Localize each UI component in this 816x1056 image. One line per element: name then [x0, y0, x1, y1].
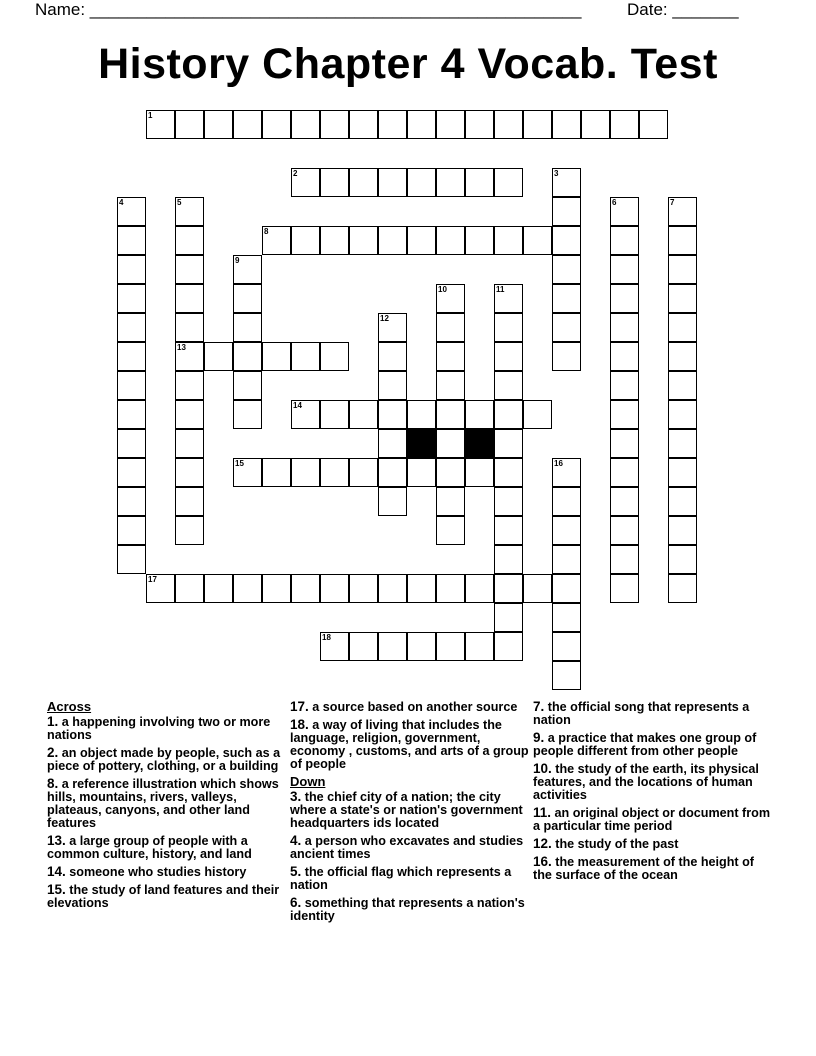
grid-cell[interactable] — [668, 226, 697, 255]
name-field[interactable]: Name: ____________________________________________________ — [35, 0, 582, 19]
grid-cell[interactable] — [407, 458, 436, 487]
grid-cell[interactable] — [117, 197, 146, 226]
grid-cell[interactable] — [233, 458, 262, 487]
grid-cell[interactable] — [117, 400, 146, 429]
clue-number: 12. — [533, 836, 552, 851]
grid-cell[interactable] — [523, 574, 552, 603]
grid-cell[interactable] — [610, 574, 639, 603]
clue-number: 8. — [47, 776, 59, 791]
grid-cell[interactable] — [378, 313, 407, 342]
grid-cell[interactable] — [494, 400, 523, 429]
grid-cell[interactable] — [117, 516, 146, 545]
grid-cell[interactable] — [668, 574, 697, 603]
grid-cell[interactable] — [436, 226, 465, 255]
clue-number-label: 13 — [177, 343, 186, 352]
grid-cell[interactable] — [668, 400, 697, 429]
clue-text: someone who studies history — [69, 865, 247, 879]
grid-cell[interactable] — [494, 313, 523, 342]
grid-cell[interactable] — [175, 342, 204, 371]
grid-cell[interactable] — [494, 342, 523, 371]
grid-cell[interactable] — [175, 400, 204, 429]
grid-cell[interactable] — [668, 255, 697, 284]
grid-cell[interactable] — [320, 168, 349, 197]
grid-cell[interactable] — [465, 632, 494, 661]
grid-cell[interactable] — [175, 516, 204, 545]
grid-cell[interactable] — [552, 661, 581, 690]
grid-cell[interactable] — [117, 371, 146, 400]
grid-cell[interactable] — [407, 168, 436, 197]
clue-text: the study of the past — [555, 837, 679, 851]
clue-text: a happening involving two or more nations — [47, 715, 271, 742]
grid-cell[interactable] — [436, 632, 465, 661]
grid-cell[interactable] — [523, 400, 552, 429]
grid-cell[interactable] — [175, 429, 204, 458]
grid-cell[interactable] — [552, 487, 581, 516]
grid-cell[interactable] — [610, 458, 639, 487]
clue-number-label: 10 — [438, 285, 447, 294]
grid-cell[interactable] — [349, 226, 378, 255]
crossword-grid — [117, 110, 697, 710]
clue-number: 2. — [47, 745, 59, 760]
grid-cell[interactable] — [494, 110, 523, 139]
grid-cell[interactable] — [378, 342, 407, 371]
grid-cell[interactable] — [668, 342, 697, 371]
grid-cell[interactable] — [610, 197, 639, 226]
grid-cell[interactable] — [581, 110, 610, 139]
grid-cell[interactable] — [552, 342, 581, 371]
grid-cell[interactable] — [291, 574, 320, 603]
grid-cell[interactable] — [494, 226, 523, 255]
grid-cell[interactable] — [668, 284, 697, 313]
grid-cell[interactable] — [378, 632, 407, 661]
grid-cell[interactable] — [146, 110, 175, 139]
grid-cell[interactable] — [552, 458, 581, 487]
grid-cell[interactable] — [262, 574, 291, 603]
grid-cell[interactable] — [465, 168, 494, 197]
grid-cell[interactable] — [436, 168, 465, 197]
page-title: History Chapter 4 Vocab. Test — [98, 40, 718, 88]
across-clue — [47, 777, 287, 830]
grid-cell[interactable] — [349, 110, 378, 139]
clue-text: the study of land features and their elevations — [47, 883, 280, 910]
grid-cell[interactable] — [378, 429, 407, 458]
clue-number: 15. — [47, 882, 66, 897]
grid-cell[interactable] — [233, 574, 262, 603]
grid-cell[interactable] — [494, 545, 523, 574]
clue-number-label: 14 — [293, 401, 302, 410]
grid-cell[interactable] — [494, 371, 523, 400]
clue-number-label: 18 — [322, 633, 331, 642]
clue-text: the official song that represents a nation — [533, 700, 750, 727]
grid-cell[interactable] — [407, 110, 436, 139]
date-field[interactable]: Date: _______ — [627, 0, 739, 19]
clue-text: the measurement of the height of the surface of the ocean — [533, 855, 755, 882]
grid-cell[interactable] — [117, 342, 146, 371]
grid-cell[interactable] — [146, 574, 175, 603]
clue-text: the official flag which represents a nation — [290, 865, 512, 892]
grid-cell[interactable] — [262, 342, 291, 371]
down-clue — [290, 834, 530, 861]
down-clue — [290, 790, 530, 830]
grid-cell[interactable] — [204, 574, 233, 603]
grid-cell[interactable] — [175, 371, 204, 400]
grid-cell[interactable] — [436, 313, 465, 342]
grid-cell[interactable] — [349, 632, 378, 661]
grid-cell[interactable] — [494, 429, 523, 458]
black-square — [465, 429, 494, 458]
clue-number: 6. — [290, 895, 302, 910]
clue-number: 16. — [533, 854, 552, 869]
clue-number-label: 16 — [554, 459, 563, 468]
clue-number: 17. — [290, 699, 309, 714]
grid-cell[interactable] — [233, 342, 262, 371]
grid-cell[interactable] — [117, 429, 146, 458]
down-clue — [533, 837, 773, 851]
grid-cell[interactable] — [436, 110, 465, 139]
across-clue — [47, 883, 287, 910]
grid-cell[interactable] — [175, 487, 204, 516]
grid-cell[interactable] — [552, 516, 581, 545]
clue-number-label: 8 — [264, 227, 269, 236]
black-square — [407, 429, 436, 458]
clue-number: 11. — [533, 805, 552, 820]
grid-cell[interactable] — [494, 516, 523, 545]
grid-cell[interactable] — [668, 458, 697, 487]
across-heading: Across — [47, 699, 92, 714]
grid-cell[interactable] — [465, 458, 494, 487]
clue-text: the study of the earth, its physical features, and the locations of human activities — [533, 762, 759, 802]
grid-cell[interactable] — [349, 168, 378, 197]
grid-cell[interactable] — [436, 516, 465, 545]
grid-cell[interactable] — [320, 400, 349, 429]
grid-cell[interactable] — [291, 342, 320, 371]
clue-number: 9. — [533, 730, 545, 745]
grid-cell[interactable] — [291, 110, 320, 139]
clue-number: 1. — [47, 714, 59, 729]
clue-text: a source based on another source — [312, 700, 518, 714]
grid-cell[interactable] — [552, 255, 581, 284]
grid-cell[interactable] — [233, 110, 262, 139]
grid-cell[interactable] — [436, 574, 465, 603]
grid-cell[interactable] — [639, 110, 668, 139]
grid-cell[interactable] — [117, 255, 146, 284]
grid-cell[interactable] — [436, 487, 465, 516]
clue-text: the chief city of a nation; the city where a state's or nation's government headquarters ids located — [290, 790, 523, 830]
grid-cell[interactable] — [494, 284, 523, 313]
grid-cell[interactable] — [349, 458, 378, 487]
grid-cell[interactable] — [465, 400, 494, 429]
grid-cell[interactable] — [378, 458, 407, 487]
clue-number-label: 2 — [293, 169, 298, 178]
grid-cell[interactable] — [552, 574, 581, 603]
grid-cell[interactable] — [552, 168, 581, 197]
across-clue — [290, 718, 530, 771]
clue-number-label: 4 — [119, 198, 124, 207]
grid-cell[interactable] — [610, 371, 639, 400]
grid-cell[interactable] — [552, 110, 581, 139]
grid-cell[interactable] — [407, 400, 436, 429]
clue-text: an object made by people, such as a piece of pottery, clothing, or a building — [47, 746, 281, 773]
grid-cell[interactable] — [436, 400, 465, 429]
across-clue — [47, 715, 287, 742]
grid-cell[interactable] — [320, 632, 349, 661]
clue-number: 7. — [533, 699, 545, 714]
grid-cell[interactable] — [436, 284, 465, 313]
clues-column-1 — [47, 700, 287, 914]
grid-cell[interactable] — [117, 284, 146, 313]
down-clue — [533, 855, 773, 882]
grid-cell[interactable] — [436, 458, 465, 487]
grid-cell[interactable] — [523, 110, 552, 139]
grid-cell[interactable] — [552, 284, 581, 313]
grid-cell[interactable] — [233, 313, 262, 342]
clue-text: an original object or document from a particular time period — [533, 806, 771, 833]
down-clue — [533, 731, 773, 758]
grid-cell[interactable] — [668, 516, 697, 545]
down-clue — [533, 762, 773, 802]
grid-cell[interactable] — [523, 226, 552, 255]
grid-cell[interactable] — [610, 313, 639, 342]
grid-cell[interactable] — [320, 226, 349, 255]
grid-cell[interactable] — [668, 487, 697, 516]
grid-cell[interactable] — [262, 110, 291, 139]
grid-cell[interactable] — [175, 197, 204, 226]
grid-cell[interactable] — [378, 110, 407, 139]
clue-number: 18. — [290, 717, 309, 732]
grid-cell[interactable] — [436, 342, 465, 371]
grid-cell[interactable] — [610, 429, 639, 458]
grid-cell[interactable] — [610, 255, 639, 284]
grid-cell[interactable] — [465, 110, 494, 139]
grid-cell[interactable] — [117, 545, 146, 574]
grid-cell[interactable] — [378, 574, 407, 603]
grid-cell[interactable] — [175, 574, 204, 603]
grid-cell[interactable] — [291, 168, 320, 197]
clue-number: 5. — [290, 864, 302, 879]
clue-number: 4. — [290, 833, 302, 848]
clue-number: 13. — [47, 833, 66, 848]
grid-cell[interactable] — [436, 371, 465, 400]
grid-cell[interactable] — [117, 458, 146, 487]
grid-cell[interactable] — [175, 110, 204, 139]
grid-cell[interactable] — [436, 429, 465, 458]
grid-cell[interactable] — [378, 400, 407, 429]
across-clue — [47, 865, 287, 879]
grid-cell[interactable] — [552, 313, 581, 342]
grid-cell[interactable] — [175, 458, 204, 487]
grid-cell[interactable] — [465, 226, 494, 255]
down-clue — [290, 865, 530, 892]
clue-text: something that represents a nation's identity — [290, 896, 525, 923]
grid-cell[interactable] — [233, 284, 262, 313]
grid-cell[interactable] — [378, 371, 407, 400]
grid-cell[interactable] — [349, 574, 378, 603]
clue-number-label: 1 — [148, 111, 153, 120]
grid-cell[interactable] — [378, 487, 407, 516]
grid-cell[interactable] — [610, 516, 639, 545]
grid-cell[interactable] — [552, 632, 581, 661]
down-clue — [290, 896, 530, 923]
grid-cell[interactable] — [610, 226, 639, 255]
clue-number-label: 5 — [177, 198, 182, 207]
grid-cell[interactable] — [494, 603, 523, 632]
clue-text: a practice that makes one group of people different from other people — [533, 731, 757, 758]
across-clue — [47, 834, 287, 861]
grid-cell[interactable] — [610, 342, 639, 371]
grid-cell[interactable] — [204, 342, 233, 371]
grid-cell[interactable] — [494, 168, 523, 197]
clue-number-label: 7 — [670, 198, 675, 207]
clue-number-label: 15 — [235, 459, 244, 468]
grid-cell[interactable] — [262, 458, 291, 487]
grid-cell[interactable] — [668, 371, 697, 400]
grid-cell[interactable] — [117, 487, 146, 516]
clue-number: 14. — [47, 864, 66, 879]
clue-number-label: 3 — [554, 169, 559, 178]
grid-cell[interactable] — [349, 400, 378, 429]
clue-text: a person who excavates and studies ancient times — [290, 834, 524, 861]
grid-cell[interactable] — [668, 545, 697, 574]
grid-cell[interactable] — [291, 226, 320, 255]
grid-cell[interactable] — [175, 255, 204, 284]
grid-cell[interactable] — [175, 284, 204, 313]
grid-cell[interactable] — [320, 110, 349, 139]
grid-cell[interactable] — [610, 487, 639, 516]
grid-cell[interactable] — [117, 313, 146, 342]
grid-cell[interactable] — [233, 371, 262, 400]
clue-number-label: 11 — [496, 285, 505, 294]
clue-number-label: 17 — [148, 575, 157, 584]
clues-column-2 — [290, 700, 530, 927]
grid-cell[interactable] — [291, 458, 320, 487]
grid-cell[interactable] — [552, 603, 581, 632]
grid-cell[interactable] — [233, 400, 262, 429]
down-clue — [533, 700, 773, 727]
grid-cell[interactable] — [320, 458, 349, 487]
grid-cell[interactable] — [552, 226, 581, 255]
down-heading: Down — [290, 774, 326, 789]
grid-cell[interactable] — [668, 197, 697, 226]
clue-number: 10. — [533, 761, 552, 776]
grid-cell[interactable] — [465, 574, 494, 603]
grid-cell[interactable] — [407, 632, 436, 661]
clue-text: a reference illustration which shows hills, mountains, rivers, valleys, plateaus, canyons, and other land features — [47, 777, 279, 830]
grid-cell[interactable] — [407, 574, 436, 603]
grid-cell[interactable] — [494, 632, 523, 661]
across-clue — [47, 746, 287, 773]
grid-cell[interactable] — [494, 574, 523, 603]
clue-number-label: 6 — [612, 198, 617, 207]
clues-column-3 — [533, 700, 773, 886]
grid-cell[interactable] — [610, 545, 639, 574]
grid-cell[interactable] — [668, 313, 697, 342]
grid-cell[interactable] — [378, 168, 407, 197]
grid-cell[interactable] — [407, 226, 436, 255]
grid-cell[interactable] — [291, 400, 320, 429]
grid-cell[interactable] — [610, 110, 639, 139]
grid-cell[interactable] — [175, 226, 204, 255]
clue-text: a way of living that includes the language, religion, government, economy , customs, and arts of a group of people — [290, 718, 529, 771]
clue-number: 3. — [290, 789, 302, 804]
across-clue — [290, 700, 530, 714]
grid-cell[interactable] — [320, 342, 349, 371]
grid-cell[interactable] — [610, 284, 639, 313]
grid-cell[interactable] — [204, 110, 233, 139]
grid-cell[interactable] — [175, 313, 204, 342]
clue-number-label: 9 — [235, 256, 240, 265]
clue-number-label: 12 — [380, 314, 389, 323]
grid-cell[interactable] — [320, 574, 349, 603]
grid-cell[interactable] — [494, 487, 523, 516]
grid-cell[interactable] — [668, 429, 697, 458]
grid-cell[interactable] — [378, 226, 407, 255]
grid-cell[interactable] — [494, 458, 523, 487]
down-clue — [533, 806, 773, 833]
clue-text: a large group of people with a common culture, history, and land — [47, 834, 252, 861]
grid-cell[interactable] — [117, 226, 146, 255]
grid-cell[interactable] — [262, 226, 291, 255]
grid-cell[interactable] — [610, 400, 639, 429]
grid-cell[interactable] — [552, 197, 581, 226]
grid-cell[interactable] — [233, 255, 262, 284]
grid-cell[interactable] — [552, 545, 581, 574]
